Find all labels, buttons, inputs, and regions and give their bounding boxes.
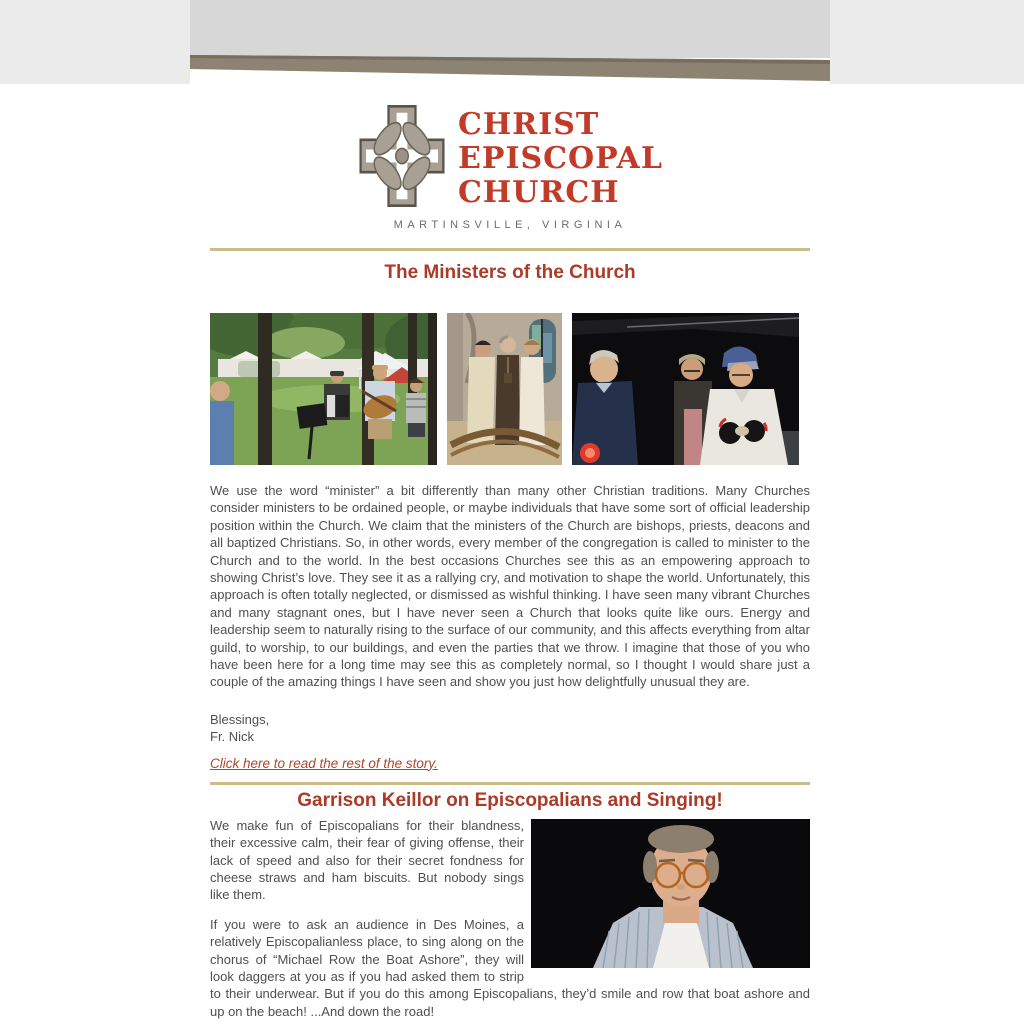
signoff-line-2: Fr. Nick [210, 729, 255, 745]
section1-heading: The Ministers of the Church [384, 262, 636, 283]
wordmark-line-3: CHURCH [458, 175, 620, 210]
section-divider [210, 248, 810, 251]
church-logo [190, 102, 830, 210]
section2-paragraph-2: If you were to ask an audience in Des Moines, a relatively Episcopalianless place, to sing along on the chorus of “Michael Row the Boat Ashore”, they will look daggers at you as if you had asked them to strip to their underwear. But if you do this among Episcopalians, they’d smile and row that boat ashore and up on the beach! ...And down the road! [210, 916, 810, 1019]
signoff [210, 711, 810, 746]
photo-row [210, 313, 810, 465]
wordmark-line-1: CHRIST [458, 107, 600, 142]
section-divider-2 [210, 782, 810, 785]
night-oyster-roast-photo [572, 313, 799, 465]
garrison-keillor-portrait-photo [531, 819, 810, 968]
section1-body-paragraph: We use the word “minister” a bit differently than many other Christian traditions. Many Churches consider ministers to be ordained people, or maybe individuals that have some sort of official leadership position within the Church. We claim that the ministers of the Church are bishops, priests, deacons and all baptized Christians. So, in other words, every member of the congregation is called to minister to the Church and to the world. In the best occasions Churches see this as an empowering approach to showing Christ’s love. They see it as a rallying cry, and motivation to shape the world. Unfortunately, this approach is often totally neglected, or dismissed as wishful thinking. I have seen many vibrant Churches and many stagnant ones, but I have never seen a Church that looks quite like ours. Energy and leadership seem to naturally rising to the surface of our community, and this affects everything from altar guild, to worship, to our buildings, and even the parties that we throw. I imagine that those of you who have been here for a long time may see this as completely normal, so I thought I would share just a couple of the amazing things I have seen and show you just how delightfully unusual they are. [210, 483, 810, 690]
church-location-tagline: MARTINSVILLE, VIRGINIA [393, 219, 627, 231]
email-body-column [190, 0, 830, 1024]
email-content [190, 248, 830, 1020]
section2-paragraph-1: We make fun of Episcopalians for their blandness, their excessive calm, their fear of giving offense, their lack of speed and also for their secret fondness for cheese straws and ham biscuits. But nobody sings like them. [210, 817, 524, 903]
wordmark-line-2: EPISCOPAL [458, 141, 663, 176]
section2-heading: Garrison Keillor on Episcopalians and Singing! [297, 789, 723, 811]
signoff-line-1: Blessings, [210, 711, 270, 727]
church-name-wordmark [458, 102, 663, 210]
clergy-in-church-photo [447, 313, 562, 465]
read-more-row [210, 755, 810, 773]
dogwood-cross-icon [357, 102, 447, 210]
keillor-section [210, 817, 810, 1020]
banner-graphic [190, 0, 830, 84]
outdoor-music-gathering-photo [210, 313, 437, 465]
read-rest-of-story-link[interactable]: Click here to read the rest of the story. [210, 755, 438, 771]
